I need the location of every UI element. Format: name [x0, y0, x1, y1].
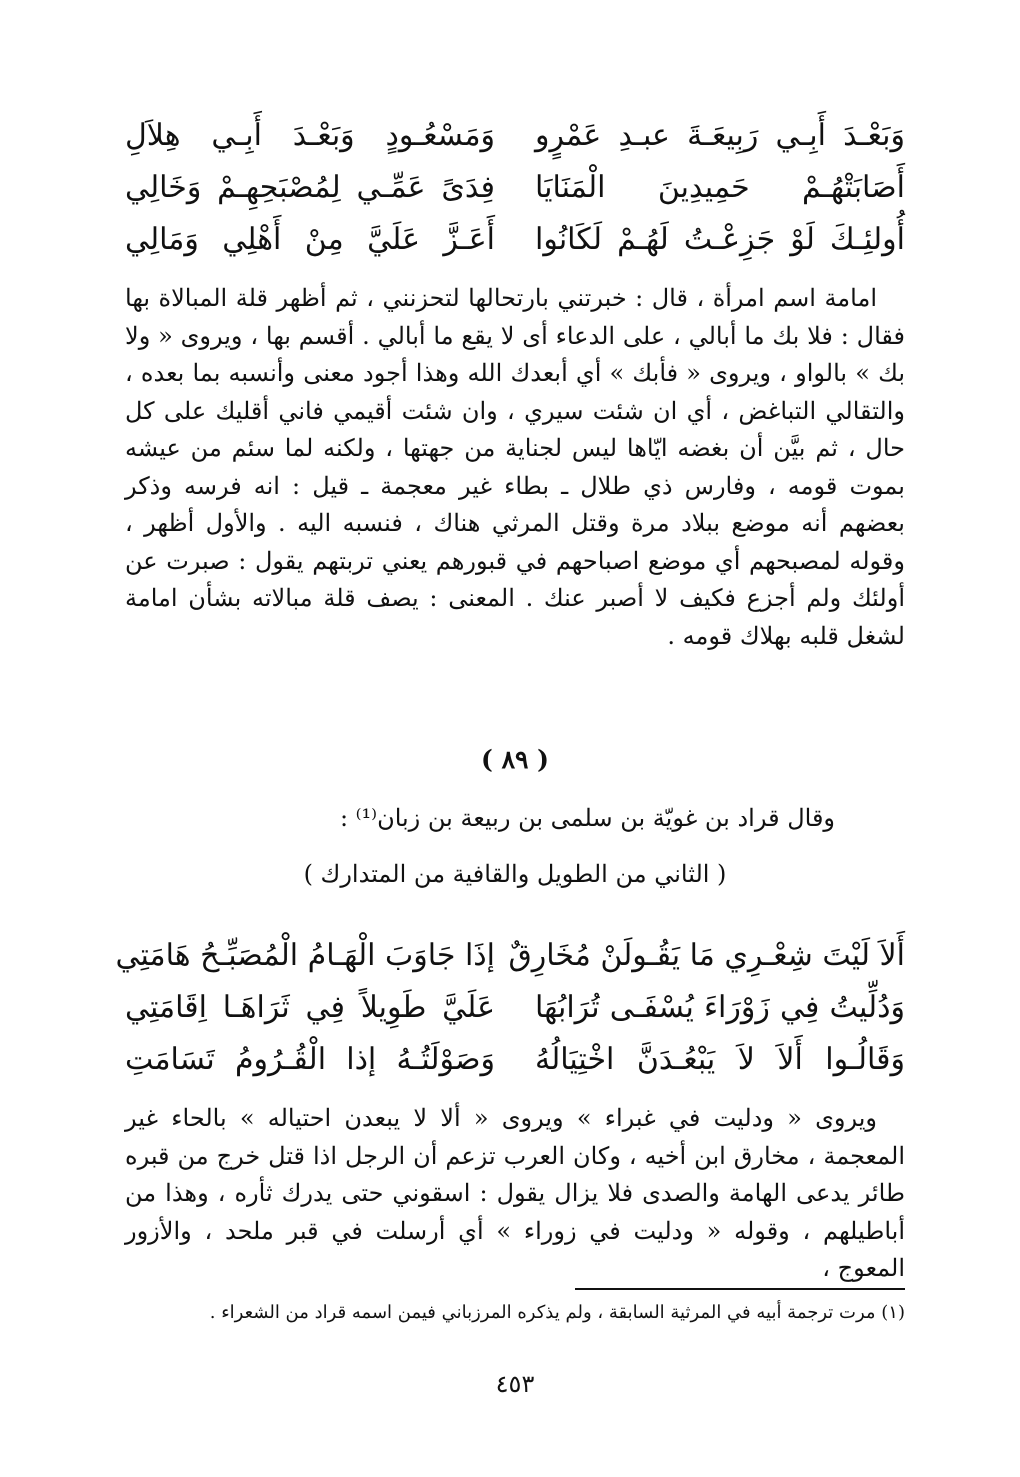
footnote-divider: [575, 1288, 905, 1290]
verse-first-hemistich: وَبَعْـدَ أَبِـي رَبِيعَـةَ عبـدِ عَمْرٍو: [535, 118, 905, 153]
verse-second-hemistich: عَلَيَّ طَوِيلاً فِي ثَرَاهَـا اِقَامَتِي: [125, 990, 495, 1025]
verse-first-hemistich: أَصَابَتْهُـمْ حَمِيدِينَ الْمَنَايَا: [535, 170, 905, 205]
verse-first-hemistich: وَدُلِّيتُ فِي زَوْرَاءَ يُسْفَـى تُرَابُهَا: [535, 990, 905, 1025]
verse-line: [115, 930, 905, 982]
verse-second-hemistich: إذَا جَاوَبَ الْهَـامُ الْمُصَبِّـحُ هَامَتِي: [115, 938, 495, 973]
commentary-block-1: [125, 280, 905, 655]
meter-note: ( الثاني من الطويل والقافية من المتدارك ): [303, 860, 727, 888]
verse-second-hemistich: فِدَىً عَمِّـي لِمُصْبَحِهِـمْ وَخَالِي: [125, 170, 495, 205]
verse-second-hemistich: وَمَسْعُـودٍ وَبَعْـدَ أَبِـي هِلاَلِ: [125, 118, 495, 153]
verse-first-hemistich: أُولئِـكَ لَوْ جَزِعْـتُ لَهُـمْ لَكَانُوا: [535, 222, 905, 257]
verse-line: [125, 110, 905, 162]
commentary-paragraph: ويروى « ودليت في غبراء » ويروى « ألا لا يبعدن احتياله » بالحاء غير المعجمة ، مخارق ابن أخيه ، وكان العرب تزعم أن الرجل اذا قتل خرج من قبره طائر يدعى الهامة والصدى فلا يزال يقول : اسقوني حتى يدرك ثأره ، وهذا من أباطيلهم ، وقوله « ودليت في زوراء » أي أرسلت في قبر ملحد ، والأزور المعوج ،: [125, 1104, 905, 1282]
verse-line: [125, 162, 905, 214]
verse-first-hemistich: وَقَالُـوا أَلاَ لاَ يَبْعُـدَنَّ اخْتِيَالُهُ: [535, 1042, 905, 1077]
verse-line: [125, 982, 905, 1034]
verse-first-hemistich: أَلاَ لَيْتَ شِعْـرِي مَا يَقُـولَنْ مُخَارِقٌ: [508, 938, 905, 973]
footnote: (١) مرت ترجمة أبيه في المرثية السابقة ، ولم يذكره المرزباني فيمن اسمه قراد من الشعراء .: [209, 1302, 905, 1323]
verse-line: [125, 1034, 905, 1086]
verse-line: [125, 214, 905, 266]
poem-middle: [115, 930, 905, 1086]
poem-intro: وقال قراد بن غويّة بن سلمى بن ربيعة بن زبان⁽¹⁾ :: [339, 804, 835, 832]
commentary-paragraph: امامة اسم امرأة ، قال : خبرتني بارتحالها لتحزنني ، ثم أظهر قلة المبالاة بها فقال : فلا بك ما أبالي ، على الدعاء أى لا يقع ما أبالي . أقسم بها ، ويروى « ولا بك » بالواو ، ويروى « فأبك » أي أبعدك الله وهذا أجود معنى وأنسبه بما بعده ، والتقالي التباغض ، أي ان شئت سيري ، وان شئت أقيمي فاني أقليك على كل حال ، ثم بيَّن أن بغضه ايّاها ليس لجناية من جهتها ، ولكنه لما سئم من عيشه بموت قومه ، وفارس ذي طلال ـ بطاء غير معجمة ـ قيل : انه فرسه وذكر بعضهم أنه موضع ببلاد مرة وقتل المرثي هناك ، فنسبه اليه . والأول أظهر ، وقوله لمصبحهم أي موضع اصباحهم في قبورهم يعني تربتهم يقول : صبرت عن أولئك ولم أجزع فكيف لا أصبر عنك . المعنى : يصف قلة مبالاته بشأن امامة لشغل قلبه بهلاك قومه .: [125, 284, 906, 650]
verse-second-hemistich: أَعَـزَّ عَلَيَّ مِنْ أَهْلِي وَمَالِي: [125, 222, 495, 257]
commentary-block-2: [125, 1100, 905, 1288]
verse-second-hemistich: وَصَوْلَتُـهُ إذا الْقُـرُومُ تَسَامَتِ: [125, 1042, 495, 1077]
poem-top: [125, 110, 905, 266]
page-number: ٤٥٣: [495, 1370, 535, 1398]
section-number: ( ٨٩ ): [481, 745, 549, 774]
